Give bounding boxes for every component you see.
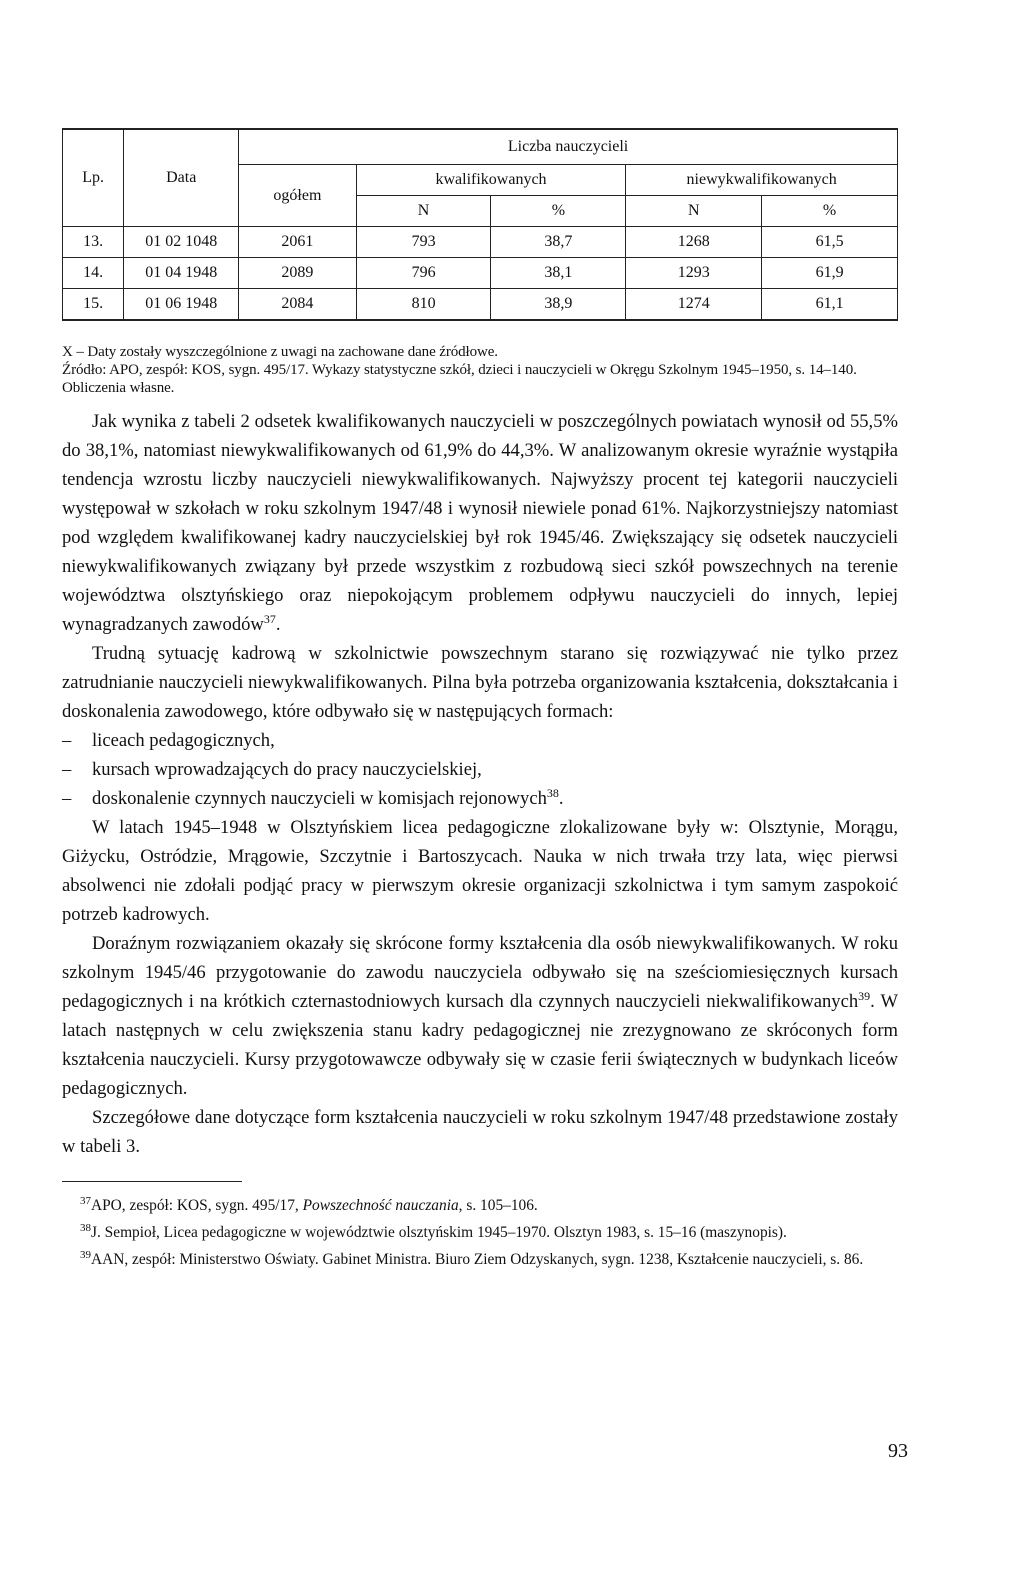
dash: – xyxy=(62,759,72,780)
cell-unqualified-pct: 61,5 xyxy=(762,227,898,258)
table-row xyxy=(63,227,898,258)
cell-lp: 13. xyxy=(63,227,124,258)
cell-date: 01 02 1048 xyxy=(124,227,239,258)
header-unqualified: niewykwalifikowanych xyxy=(626,165,898,196)
document-page xyxy=(62,128,898,1275)
list-item: – doskonalenie czynnych nauczycieli w komisjach rejonowych$^{38}$. xyxy=(62,784,898,813)
cell-unqualified-n: 1268 xyxy=(626,227,762,258)
dash: – xyxy=(62,788,72,809)
header-lp: Lp. xyxy=(63,129,124,227)
cell-total: 2084 xyxy=(239,289,357,321)
footnote: $^{38}$J. Sempioł, Licea pedagogiczne w województwie olsztyńskim 1945–1970. Olsztyn 1983, s. 15–16 (maszynopis). xyxy=(80,1221,787,1241)
paragraph: Szczegółowe dane dotyczące form kształcenia nauczycieli w roku szkolnym 1947/48 przedstawione zostały w tabeli 3. xyxy=(62,1107,898,1157)
table-notes xyxy=(62,343,898,397)
cell-unqualified-n: 1293 xyxy=(626,258,762,289)
page-number: 93 xyxy=(888,1440,908,1462)
header-unqualified-pct: % xyxy=(762,196,898,227)
footnote: $^{37}$APO, zespół: KOS, sygn. 495/17, Powszechność nauczania, s. 105–106. xyxy=(80,1194,538,1214)
table-row xyxy=(63,289,898,321)
header-date: Data xyxy=(124,129,239,227)
dash: – xyxy=(62,730,72,751)
header-qualified: kwalifikowanych xyxy=(356,165,626,196)
cell-lp: 14. xyxy=(63,258,124,289)
footnote-ref: 38 xyxy=(546,785,559,800)
paragraph: Doraźnym rozwiązaniem okazały się skrócone formy kształcenia dla osób niewykwalifikowanych. W roku szkolnym 1945/46 przygotowanie do zawodu nauczyciela odbywało się na sześciomiesięcznych kursach pedagogicznych i na krótkich czternastodniowych kursach dla czynnych nauczycieli niekwalifikowanych$^{39}$. W latach następnych w celu zwiększenia stanu kadry pedagogicznej nie zrezygnowano ze skróconych form kształcenia nauczycieli. Kursy przygotowawcze odbywały się w czasie ferii świątecznych w budynkach liceów pedagogicznych. xyxy=(62,933,898,1099)
paragraph: W latach 1945–1948 w Olsztyńskiem licea pedagogiczne zlokalizowane były w: Olsztynie, Morągu, Giżycku, Ostródzie, Mrągowie, Szczytnie i Bartoszycach. Nauka w nich trwała trzy lata, więc pierwsi absolwenci nie zdołali podjąć pracy w pierwszym okresie organizacji szkolnictwa i tym samym zaspokoić potrzeb kadrowych. xyxy=(62,817,898,925)
header-total: ogółem xyxy=(239,165,357,227)
header-qualified-n: N xyxy=(356,196,491,227)
header-qualified-pct: % xyxy=(491,196,626,227)
header-unqualified-n: N xyxy=(626,196,762,227)
footnotes xyxy=(62,1194,898,1271)
cell-qualified-pct: 38,7 xyxy=(491,227,626,258)
paragraph: Jak wynika z tabeli 2 odsetek kwalifikowanych nauczycieli w poszczególnych powiatach wynosił od 55,5% do 38,1%, natomiast niewykwalifikowanych od 61,9% do 44,3%. W analizowanym okresie wyraźnie wystąpiła tendencja wzrostu liczby nauczycieli niewykwalifikowanych. Najwyższy procent tej kategorii nauczycieli występował w szkołach w roku szkolnym 1947/48 i wynosił niewiele ponad 61%. Najkorzystniejszy natomiast pod względem kwalifikowanej kadry nauczycielskiej był rok 1945/46. Zwiększający się odsetek nauczycieli niewykwalifikowanych związany był przede wszystkim z rozbudową sieci szkół powszechnych na terenie województwa olsztyńskiego oraz niepokojącym problemem odpływu nauczycieli do innych, lepiej wynagradzanych zawodów$^{37}$. xyxy=(62,411,898,635)
paragraph: Trudną sytuację kadrową w szkolnictwie powszechnym starano się rozwiązywać nie tylko przez zatrudnianie nauczycieli niewykwalifikowanych. Pilna była potrzeba organizowania kształcenia, dokształcania i doskonalenia zawodowego, które odbywało się w następujących formach: xyxy=(62,643,898,722)
teachers-table xyxy=(62,128,898,321)
list-item: – liceach pedagogicznych, xyxy=(62,726,898,755)
cell-unqualified-pct: 61,1 xyxy=(762,289,898,321)
footnote: $^{39}$AAN, zespół: Ministerstwo Oświaty. Gabinet Ministra. Biuro Ziem Odzyskanych, sygn. 1238, Kształcenie nauczycieli, s. 86. xyxy=(80,1248,864,1268)
footnote-ref: 37 xyxy=(263,611,276,626)
cell-date: 01 06 1948 xyxy=(124,289,239,321)
cell-qualified-pct: 38,1 xyxy=(491,258,626,289)
list-item: – kursach wprowadzających do pracy nauczycielskiej, xyxy=(62,755,898,784)
footnote-separator xyxy=(62,1181,242,1182)
table-source: Źródło: APO, zespół: KOS, sygn. 495/17. Wykazy statystyczne szkół, dzieci i nauczycieli w Okręgu Szkolnym 1945–1950, s. 14–140. Obliczenia własne. xyxy=(62,362,857,396)
cell-total: 2089 xyxy=(239,258,357,289)
body-text xyxy=(62,407,898,1161)
cell-total: 2061 xyxy=(239,227,357,258)
cell-date: 01 04 1948 xyxy=(124,258,239,289)
table-note: X – Daty zostały wyszczególnione z uwagi na zachowane dane źródłowe. xyxy=(62,344,498,360)
cell-unqualified-pct: 61,9 xyxy=(762,258,898,289)
header-teachers-count: Liczba nauczycieli xyxy=(239,129,898,165)
cell-qualified-n: 810 xyxy=(356,289,491,321)
forms-list xyxy=(62,726,898,813)
cell-qualified-pct: 38,9 xyxy=(491,289,626,321)
cell-qualified-n: 796 xyxy=(356,258,491,289)
table-row xyxy=(63,258,898,289)
footnote-ref: 39 xyxy=(858,988,871,1003)
cell-lp: 15. xyxy=(63,289,124,321)
cell-qualified-n: 793 xyxy=(356,227,491,258)
cell-unqualified-n: 1274 xyxy=(626,289,762,321)
